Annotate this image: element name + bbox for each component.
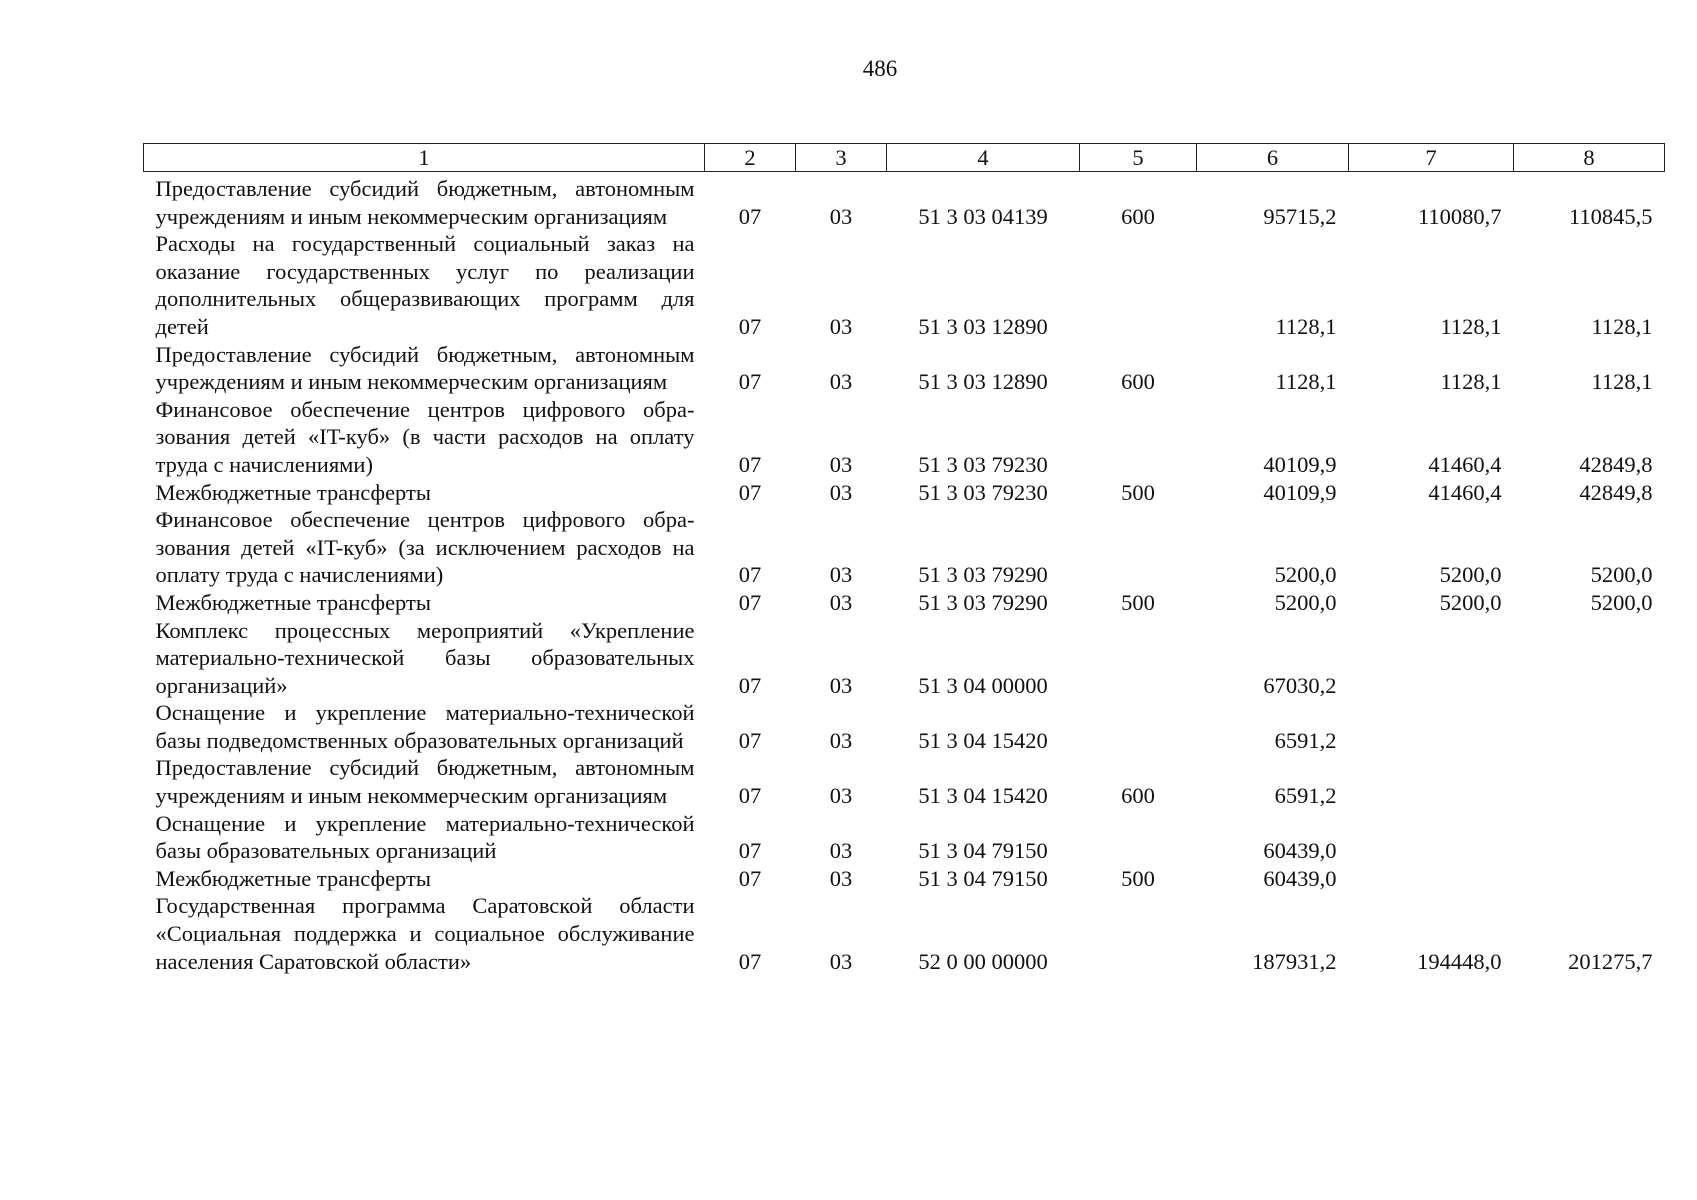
row-name: Межбюджетные трансферты <box>155 479 431 505</box>
expense-type <box>1080 506 1197 589</box>
expense-type: 500 <box>1121 865 1155 891</box>
amount-col-6: 40109,9 <box>1263 479 1337 505</box>
row-name: Предоставление субсидий бюджетным, автономным учреждениям и иным некоммерческим организациям <box>155 176 695 229</box>
subsection-code: 03 <box>829 865 853 891</box>
expense-type <box>1080 617 1197 700</box>
expense-type: 600 <box>1121 783 1155 809</box>
amount-col-7: 1128,1 <box>1440 369 1502 395</box>
section-code: 07 <box>738 562 762 588</box>
row-name: Межбюджетные трансферты <box>155 865 431 891</box>
row-name: Предоставление субсидий бюджетным, автономным учреждениям и иным некоммерческим организациям <box>155 755 695 809</box>
amount-col-7: 110080,7 <box>1417 203 1502 229</box>
expense-type <box>1080 892 1197 975</box>
column-header-6: 6 <box>1197 144 1349 172</box>
section-code: 07 <box>738 838 762 864</box>
subsection-code: 03 <box>829 727 853 753</box>
amount-col-8: 1128,1 <box>1591 313 1653 339</box>
section-code: 07 <box>738 865 762 891</box>
table-row <box>144 754 1665 809</box>
amount-col-7: 1128,1 <box>1440 313 1502 339</box>
section-code: 07 <box>738 479 762 505</box>
column-header-8: 8 <box>1514 144 1665 172</box>
section-code: 07 <box>738 369 762 395</box>
subsection-code: 03 <box>829 783 853 809</box>
target-article: 51 3 03 79290 <box>918 562 1048 588</box>
expense-type: 600 <box>1121 369 1155 395</box>
column-header-3: 3 <box>796 144 887 172</box>
table-row <box>144 589 1665 617</box>
target-article: 51 3 03 79230 <box>918 451 1048 477</box>
amount-col-7: 41460,4 <box>1428 451 1502 477</box>
table-row <box>144 172 1665 231</box>
row-name: Межбюджетные трансферты <box>155 589 431 615</box>
table-row <box>144 230 1665 340</box>
row-name: Предоставление субсидий бюджетным, автономным учреждениям и иным некоммерческим организациям <box>155 341 695 395</box>
amount-col-8: 5200,0 <box>1590 562 1653 588</box>
expense-type <box>1080 396 1197 479</box>
expense-type: 500 <box>1121 479 1155 505</box>
target-article: 51 3 04 79150 <box>918 838 1048 864</box>
amount-col-7: 194448,0 <box>1417 948 1502 974</box>
subsection-code: 03 <box>829 562 853 588</box>
amount-col-6: 5200,0 <box>1274 589 1337 615</box>
amount-col-7 <box>1349 810 1514 865</box>
table-row <box>144 341 1665 396</box>
amount-col-8 <box>1514 810 1665 865</box>
amount-col-6: 1128,1 <box>1275 369 1337 395</box>
target-article: 51 3 03 12890 <box>918 313 1048 339</box>
amount-col-7: 41460,4 <box>1428 479 1502 505</box>
column-header-2: 2 <box>705 144 796 172</box>
amount-col-6: 67030,2 <box>1263 672 1337 698</box>
row-name: Финансовое обеспечение центров цифрового образования детей «IT-куб» (в части расходов на оплату труда с начислениями) <box>155 396 695 477</box>
amount-col-8: 201275,7 <box>1568 948 1653 974</box>
column-header-1: 1 <box>144 144 705 172</box>
target-article: 51 3 03 79290 <box>918 589 1048 615</box>
table-row <box>144 396 1665 479</box>
column-number-header <box>144 144 1665 172</box>
row-name: Комплекс процессных мероприятий «Укрепление материально-технической базы образовательных организаций» <box>155 617 695 698</box>
section-code: 07 <box>738 672 762 698</box>
subsection-code: 03 <box>829 451 853 477</box>
subsection-code: 03 <box>829 672 853 698</box>
subsection-code: 03 <box>829 589 853 615</box>
table-row <box>144 617 1665 700</box>
target-article: 51 3 04 79150 <box>918 865 1048 891</box>
amount-col-8 <box>1514 865 1665 893</box>
row-name: Расходы на государственный социальный заказ на оказание государственных услуг по реализации дополнительных общеразвивающих программ для детей <box>155 231 695 339</box>
section-code: 07 <box>738 948 762 974</box>
table-row <box>144 479 1665 507</box>
column-header-7: 7 <box>1349 144 1514 172</box>
amount-col-6: 187931,2 <box>1252 948 1337 974</box>
amount-col-6: 1128,1 <box>1275 313 1337 339</box>
row-name: Финансовое обеспечение центров цифрового образования детей «IT-куб» (за исключением расходов на оплату труда с начислениями) <box>155 507 695 588</box>
amount-col-8: 5200,0 <box>1590 589 1653 615</box>
amount-col-6: 5200,0 <box>1274 562 1337 588</box>
amount-col-8: 110845,5 <box>1568 203 1653 229</box>
target-article: 51 3 04 15420 <box>918 783 1048 809</box>
target-article: 51 3 03 04139 <box>918 203 1048 229</box>
section-code: 07 <box>738 313 762 339</box>
budget-table <box>143 143 1665 975</box>
amount-col-6: 6591,2 <box>1274 727 1337 753</box>
column-header-5: 5 <box>1080 144 1197 172</box>
column-header-4: 4 <box>887 144 1080 172</box>
section-code: 07 <box>738 451 762 477</box>
target-article: 51 3 04 00000 <box>918 672 1048 698</box>
subsection-code: 03 <box>829 948 853 974</box>
amount-col-8: 1128,1 <box>1591 369 1653 395</box>
amount-col-7: 5200,0 <box>1439 562 1502 588</box>
table-row <box>144 506 1665 589</box>
section-code: 07 <box>738 727 762 753</box>
target-article: 51 3 03 79230 <box>918 479 1048 505</box>
row-name: Оснащение и укрепление материально-технической базы образовательных организаций <box>155 810 695 864</box>
expense-type: 600 <box>1121 203 1155 229</box>
subsection-code: 03 <box>829 369 853 395</box>
table-row <box>144 699 1665 754</box>
row-name: Оснащение и укрепление материально-технической базы подведомственных образовательных организаций <box>155 700 695 753</box>
table-row <box>144 865 1665 893</box>
amount-col-6: 40109,9 <box>1263 451 1337 477</box>
amount-col-7 <box>1349 617 1514 700</box>
amount-col-8: 42849,8 <box>1579 451 1653 477</box>
row-name: Государственная программа Саратовской области «Социальная поддержка и социальное обслуживание населения Саратовской области» <box>155 893 695 974</box>
amount-col-7 <box>1349 754 1514 809</box>
amount-col-6: 95715,2 <box>1263 203 1337 229</box>
amount-col-8 <box>1514 754 1665 809</box>
subsection-code: 03 <box>829 479 853 505</box>
table-row <box>144 892 1665 975</box>
expense-type <box>1080 230 1197 340</box>
section-code: 07 <box>738 783 762 809</box>
target-article: 52 0 00 00000 <box>918 948 1048 974</box>
amount-col-6: 60439,0 <box>1263 838 1337 864</box>
amount-col-8 <box>1514 617 1665 700</box>
expense-type: 500 <box>1121 589 1155 615</box>
section-code: 07 <box>738 589 762 615</box>
expense-type <box>1080 810 1197 865</box>
amount-col-8 <box>1514 699 1665 754</box>
amount-col-7 <box>1349 699 1514 754</box>
amount-col-8: 42849,8 <box>1579 479 1653 505</box>
target-article: 51 3 03 12890 <box>918 369 1048 395</box>
section-code: 07 <box>738 203 762 229</box>
amount-col-6: 6591,2 <box>1274 783 1337 809</box>
amount-col-6: 60439,0 <box>1263 865 1337 891</box>
amount-col-7: 5200,0 <box>1439 589 1502 615</box>
target-article: 51 3 04 15420 <box>918 727 1048 753</box>
table-row <box>144 810 1665 865</box>
amount-col-7 <box>1349 865 1514 893</box>
subsection-code: 03 <box>829 838 853 864</box>
subsection-code: 03 <box>829 313 853 339</box>
subsection-code: 03 <box>829 203 853 229</box>
page-number: 486 <box>862 56 898 81</box>
expense-type <box>1080 699 1197 754</box>
